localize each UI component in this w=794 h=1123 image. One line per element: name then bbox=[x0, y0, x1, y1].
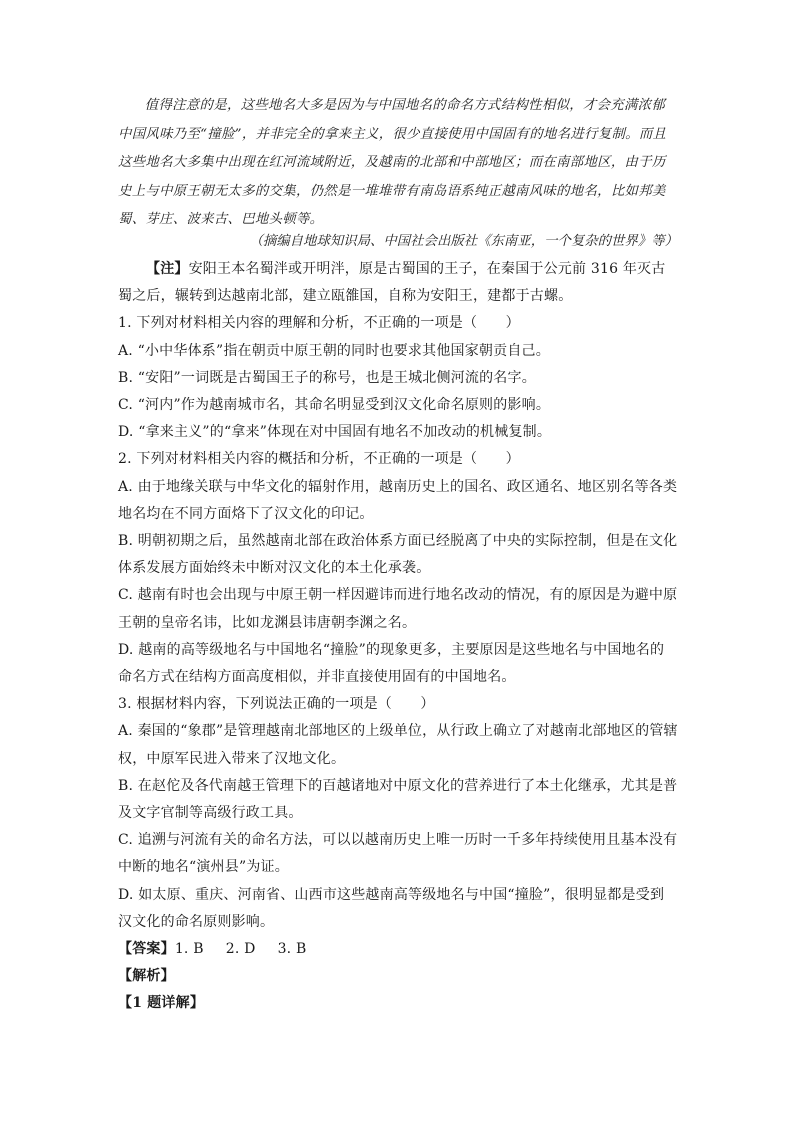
question-1-option-c: C. “河内”作为越南城市名，其命名明显受到汉文化命名原则的影响。 bbox=[118, 397, 551, 414]
question-3-option-d: D. 如太原、重庆、河南省、山西市这些越南高等级地名与中国“撞脸”，很明显都是受到汉文化的命名原则影响。 bbox=[118, 886, 665, 930]
question-1-option-a: A. “小中华体系”指在朝贡中原王朝的同时也要求其他国家朝贡自己。 bbox=[118, 342, 550, 359]
answer-label: 【答案】 bbox=[118, 941, 175, 958]
question-2-option-d: D. 越南的高等级地名与中国地名“撞脸”的现象更多，主要原因是这些地名与中国地名的命名方式在结构方面高度相似，并非直接使用固有的中国地名。 bbox=[118, 641, 665, 686]
passage-source: （摘编自地球知识局、中国社会出版社《东南亚，一个复杂的世界》等） bbox=[249, 234, 678, 249]
answer-item-2: 2. D bbox=[225, 941, 256, 958]
question-1-option-b: B. “安阳”一词既是古蜀国王子的称号，也是王城北侧河流的名字。 bbox=[118, 369, 536, 386]
answer-item-3: 3. B bbox=[277, 941, 307, 958]
analysis-label: 【解析】 bbox=[118, 968, 175, 985]
question-1-option-d: D. “拿来主义”的“拿来”体现在对中国固有地名不加改动的机械复制。 bbox=[118, 424, 552, 441]
question-3-stem: 3. 根据材料内容，下列说法正确的一项是（ ） bbox=[118, 696, 435, 713]
question-3-option-c: C. 追溯与河流有关的命名方法，可以以越南历史上唯一历时一千多年持续使用且基本没有中断的地名“演州县”为证。 bbox=[118, 832, 678, 876]
note-text: 安阳王本名蜀泮或开明泮，原是古蜀国的王子，在秦国于公元前 316 年灭古蜀之后，辗转到达越南北部，建立瓯雒国，自称为安阳王，建都于古螺。 bbox=[118, 261, 666, 305]
note-label: 【注】 bbox=[146, 261, 189, 277]
passage-paragraph: 值得注意的是，这些地名大多是因为与中国地名的命名方式结构性相似，才会充满浓郁中国风味乃至“撞脸”，并非完全的拿来主义，很少直接使用中国固有的地名进行复制。而且这些地名大多集中出现在红河流域附近，及越南的北部和中部地区；而在南部地区，由于历史上与中原王朝无太多的交集，仍然是一堆堆带有南岛语系纯正越南风味的地名，比如邦美蜀、芽庄、波来古、巴地头顿等。 bbox=[118, 98, 667, 227]
question-section bbox=[118, 256, 678, 1018]
passage-excerpt bbox=[118, 92, 678, 235]
question-2-stem: 2. 下列对材料相关内容的概括和分析，不正确的一项是（ ） bbox=[118, 451, 520, 468]
question-3-option-b: B. 在赵佗及各代南越王管理下的百越诸地对中原文化的营养进行了本土化继承，尤其是普及文字官制等高级行政工具。 bbox=[118, 777, 678, 822]
question-2-option-a: A. 由于地缘关联与中华文化的辐射作用，越南历史上的国名、政区通名、地区别名等各类地名均在不同方面烙下了汉文化的印记。 bbox=[118, 478, 678, 522]
question-2-option-c: C. 越南有时也会出现与中原王朝一样因避讳而进行地名改动的情况，有的原因是为避中原王朝的皇帝名讳，比如龙渊县讳唐朝李渊之名。 bbox=[118, 587, 678, 631]
question-1-stem: 1. 下列对材料相关内容的理解和分析，不正确的一项是（ ） bbox=[118, 315, 520, 332]
detail-label: 【1 题详解】 bbox=[118, 995, 205, 1012]
answer-line bbox=[118, 936, 678, 963]
question-3-option-a: A. 秦国的“象郡”是管理越南北部地区的上级单位，从行政上确立了对越南北部地区的管辖权，中原军民进入带来了汉地文化。 bbox=[118, 723, 678, 767]
answer-item-1: 1. B bbox=[174, 941, 204, 958]
question-2-option-b: B. 明朝初期之后，虽然越南北部在政治体系方面已经脱离了中央的实际控制，但是在文化体系发展方面始终未中断对汉文化的本土化承袭。 bbox=[118, 533, 678, 577]
note-paragraph bbox=[118, 256, 678, 310]
